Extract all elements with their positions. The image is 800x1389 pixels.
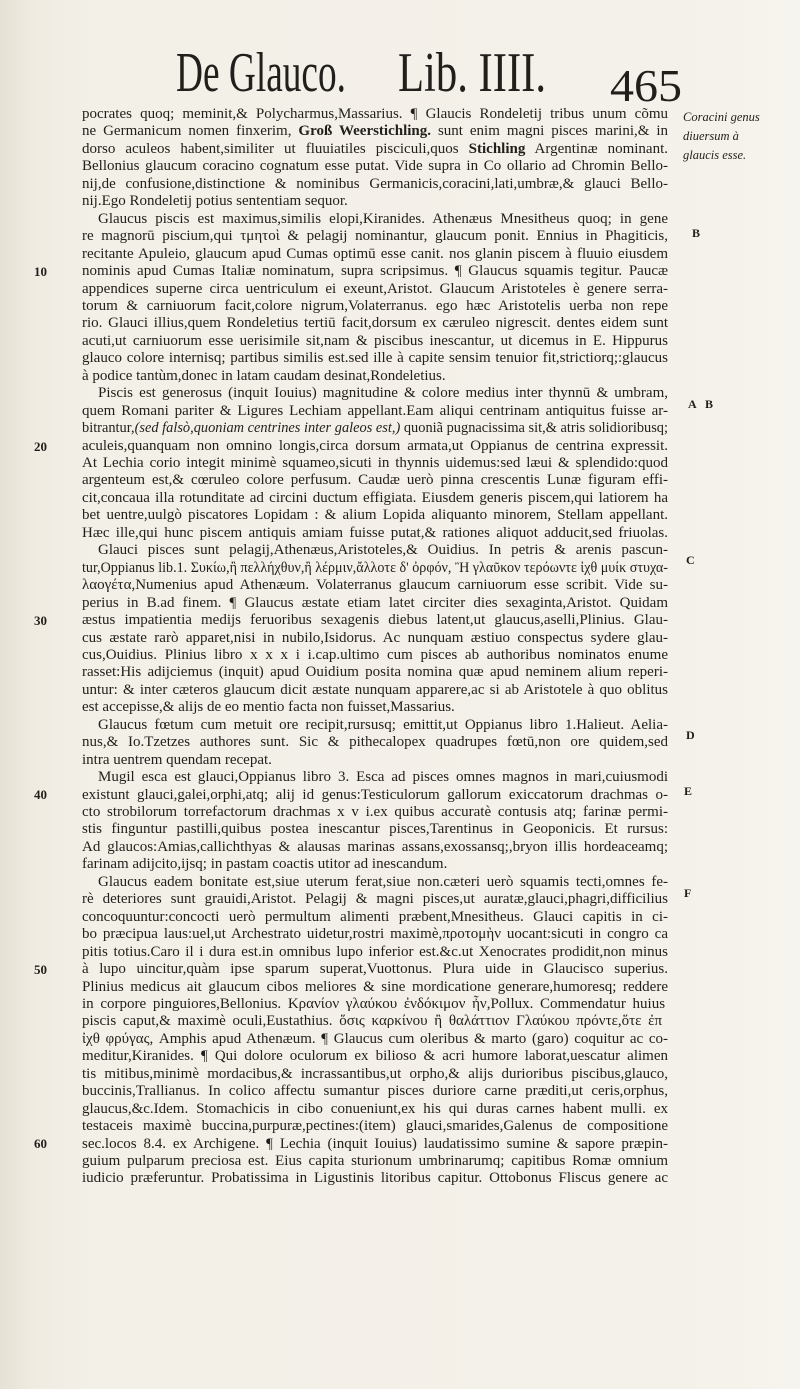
- text-segment: re magnorū piscium,qui τμητοὶ & pelagij nominantur, glaucum ponit. Ennius in Phagiticis,: [82, 228, 668, 245]
- text-line-content: [82, 944, 668, 961]
- text-segment: nominis apud Cumas Italiæ nominatum, supra scripsimus. ¶ Glaucus squamis tegitur. Paucæ: [82, 263, 668, 280]
- text-segment: Mugil esca est glauci,Oppianus libro 3. Esca ad pisces omnes magnos in mari,cuiusmodi: [98, 769, 668, 786]
- text-line-content: [98, 542, 668, 559]
- text-line: [98, 385, 668, 402]
- text-line-content: [82, 734, 668, 751]
- text-line-content: [82, 123, 668, 140]
- text-line: [82, 1013, 668, 1030]
- text-segment: sec.locos 8.4. ex Archigene. ¶ Lechia (inquit Iouius) laudatissimo sumine & sapore præpin-: [82, 1135, 668, 1152]
- text-line-content: [82, 560, 668, 577]
- text-line: [98, 717, 668, 734]
- text-line: [98, 542, 668, 559]
- text-line: [82, 560, 668, 577]
- text-line: [82, 1083, 668, 1100]
- text-line: [82, 821, 668, 838]
- text-line-content: [98, 211, 668, 228]
- text-segment: cit,concaua illa rotunditate ad circini ductum effigiata. Eiusdem generis piscem,qui latiorem ha: [82, 489, 668, 506]
- text-line: [82, 1048, 668, 1065]
- text-line: [82, 176, 668, 193]
- text-segment: tis mitibus,minimè mordacibus,& incrassantibus,ut orpho,& alijs durioribus piscibus,glauco,: [82, 1065, 668, 1082]
- text-segment: piscis caput,& maximè oculi,Eustathius. ὅσις καρκίνου ἢ θαλάττιον Γλαύκου πρόντε,ὅτε ἐπ: [82, 1013, 663, 1030]
- text-segment: appendices superne circa uentriculum ei exeunt,Aristot. Glaucum Aristoteles è genere serra-: [82, 280, 668, 297]
- text-line: [82, 1031, 668, 1048]
- text-line: [82, 298, 668, 315]
- margin-letter: B: [692, 226, 702, 240]
- text-line-content: [82, 1136, 668, 1153]
- text-segment: Groß Weerstichling.: [298, 123, 432, 140]
- text-line: [82, 158, 668, 175]
- text-segment: sunt enim magni pisces marini,& in: [431, 123, 668, 140]
- text-segment: buccinis,Trallianus. In colico affectu sumantur pisces duriore carne præditi,ut ceris,orphus,: [82, 1083, 668, 1100]
- text-segment: ἰχθ φρύγας, Amphis apud Athenæum. ¶ Glaucus cum oleribus & marto (garo) coquitur ac co-: [82, 1030, 668, 1047]
- text-segment: glaucus,&c.Idem. Stomachicis in cibo conueniunt,ex his qui duras carnes habent mulli. ex: [82, 1100, 668, 1117]
- text-line: [82, 647, 668, 664]
- text-segment: iudicio præferuntur. Probatissima in Ligustinis litoribus capitur. Ottobonus Fliscus genere ac: [82, 1170, 668, 1187]
- text-line: [98, 211, 668, 228]
- text-line-content: [98, 385, 668, 402]
- margin-letter: F: [684, 886, 693, 900]
- text-line-content: [82, 891, 668, 908]
- page-number: [610, 60, 682, 112]
- margin-note-text: Coracini genus: [683, 110, 760, 124]
- text-segment: acuti,ut carniuorum esse uerisimile sit,nam & piscibus inescantur, ut dicemus in E. Hippurus: [82, 332, 668, 349]
- text-segment: Argentinæ nominant.: [525, 140, 668, 157]
- text-line-content: [82, 1101, 668, 1118]
- text-segment: Plinius medicus ait glaucum cibos meliores & sine mordicatione generare,humoresq; reddere: [82, 978, 668, 995]
- text-line-content: [82, 664, 668, 681]
- text-segment: untur: & inter cæteros glaucum dicit æstate nunquam apparere,ac si ab Aristotele à quo oblitus: [82, 681, 668, 698]
- text-line: [82, 944, 668, 961]
- text-line-content: [82, 158, 668, 175]
- text-line-content: [82, 141, 668, 158]
- text-line-content: [82, 298, 668, 315]
- text-line: [98, 874, 668, 891]
- text-line-content: [82, 647, 668, 664]
- text-segment: λαογέτα,Numenius apud Athenæum. Volaterranus glaucum carniuorum esse scribit. Vide su-: [82, 577, 668, 594]
- line-number: 50: [34, 962, 47, 977]
- text-segment: est accepisse,& alijs de eo mentio facta non fuisset,Massarius.: [82, 699, 455, 716]
- text-segment: bitrantur,: [82, 420, 135, 437]
- text-segment: Stichling: [468, 140, 526, 157]
- text-line: [82, 664, 668, 681]
- text-line: [82, 333, 668, 350]
- text-line: [82, 350, 668, 367]
- text-line-content: [82, 438, 668, 455]
- text-line-content: [82, 752, 272, 769]
- text-line-content: [82, 281, 668, 298]
- text-segment: glauco colore internisq; partibus similis est.sed ille à capite sensim tenuior fit,strictiorq;:glaucus: [82, 350, 668, 367]
- text-line: [82, 612, 668, 629]
- text-line: [82, 281, 668, 298]
- text-line: [82, 106, 668, 123]
- line-number: 60: [34, 1136, 47, 1151]
- text-line: [82, 490, 668, 507]
- text-line: [82, 1136, 668, 1153]
- text-line: [82, 315, 668, 332]
- text-line-content: [82, 315, 668, 332]
- text-line: [82, 472, 668, 489]
- text-line: [82, 525, 668, 542]
- text-line: [82, 961, 668, 978]
- page-number-text: 465: [610, 60, 682, 111]
- margin-note-line: [683, 146, 775, 165]
- text-line: [82, 926, 668, 943]
- text-line-content: [82, 787, 668, 804]
- text-line: [82, 1118, 668, 1135]
- text-segment: nus,& Io.Tzetzes authores sunt. Sic & pithecalopex quadrupes fœtū,non ore quidem,sed: [82, 734, 668, 751]
- margin-note-line: [683, 108, 775, 127]
- text-line: [82, 1153, 668, 1170]
- text-segment: à lupo uincitur,quàm ipse sparum superat,Vuottonus. Plura uide in Glaucisco superius.: [82, 961, 668, 978]
- text-segment: meditur,Kiranides. ¶ Qui dolore oculorum ex bilioso & acri humore laborat,uescatur alimen: [82, 1048, 668, 1065]
- text-line: [82, 856, 668, 873]
- margin-note-text: diuersum à: [683, 129, 739, 143]
- running-head-book: [398, 40, 546, 106]
- text-line: [82, 368, 668, 385]
- text-line: [82, 699, 668, 716]
- text-segment: stis finguntur pastilli,quibus postea inescantur pisces,Tarentinus in Geoponicis. Et rursus:: [82, 821, 668, 838]
- margin-letter: A B: [688, 397, 715, 411]
- text-line: [98, 769, 668, 786]
- text-segment: in corpore pinguiores,Bellonius. Κρανίον γλαύκου ἐνδόκιμον ἦν,Pollux. Commendatur huius: [82, 995, 666, 1012]
- text-line-content: [82, 176, 668, 193]
- text-segment: perius in B.ad finem. ¶ Glaucus æstate etiam latet circiter dies sexaginta,Aristot. Quidam: [82, 594, 668, 611]
- text-line-content: [82, 1170, 668, 1187]
- text-segment: Glaucus piscis est maximus,similis elopi,Kiranides. Athenæus Mnesitheus quoq; in gene: [98, 210, 668, 227]
- text-segment: Glauci pisces sunt pelagij,Athenæus,Aristoteles,& Ouidius. In petris & arenis pascun-: [98, 542, 668, 559]
- text-line-content: [82, 368, 446, 385]
- text-line-content: [82, 403, 668, 420]
- text-segment: At Lechia corio integit minimè squameo,sicuti in thynnis uidemus:sed læui & splendido:quod: [82, 455, 668, 471]
- text-line-content: [82, 525, 668, 542]
- text-line: [82, 455, 668, 472]
- text-line-content: [82, 472, 668, 489]
- text-line: [82, 193, 668, 210]
- text-line-content: [82, 979, 668, 996]
- line-number: 30: [34, 613, 47, 628]
- text-segment: concoquuntur:concocti uerò permultum alimenti præbent,Mnesitheus. Glauci capitis in ci-: [82, 908, 668, 925]
- text-line-content: [82, 630, 668, 647]
- text-line: [82, 909, 668, 926]
- text-line-content: [82, 333, 668, 350]
- text-line: [82, 507, 668, 524]
- text-line-content: [82, 246, 668, 263]
- text-line-content: [82, 839, 668, 856]
- text-segment: testaceis maximè buccina,purpuræ,pectines:(item) glauci,smarides,Galenus de compositione: [82, 1118, 668, 1135]
- text-line-content: [98, 717, 668, 734]
- text-line-content: [98, 769, 668, 786]
- text-line-content: [82, 577, 668, 594]
- text-line: [82, 438, 668, 455]
- text-line: [82, 1066, 668, 1083]
- text-segment: guium pulparum preciosa est. Eius capita sturionum umbrinarumq; capitibus Romæ omnium: [82, 1153, 668, 1169]
- text-line-content: [82, 961, 668, 978]
- text-segment: Bellonius glaucum coracino cognatum esse putat. Vide supra in Co ollario ad Chromin Bello-: [82, 158, 668, 175]
- text-segment: cto strobilorum torrefactorum drachmas x v i.ex quibus accuratè contusis atq; farinæ permi-: [82, 804, 668, 820]
- text-line-content: [82, 821, 668, 838]
- text-line: [82, 123, 668, 140]
- text-segment: dorso aculeos habent,similiter ut fluuiatiles pisciculi,quos: [82, 140, 469, 157]
- running-head-book-text: Lib. IIII.: [398, 42, 546, 104]
- text-line: [82, 420, 668, 437]
- text-line-content: [82, 106, 668, 123]
- text-line: [82, 263, 668, 280]
- text-segment: pocrates quoq; meminit,& Polycharmus,Massarius. ¶ Glaucis Rondeletij tribus unum cõmu: [82, 106, 668, 122]
- text-line: [82, 595, 668, 612]
- text-line-content: [82, 228, 668, 245]
- text-segment: torum & carniuorum facit,colore nigrum,Volaterranus. ego hæc Aristotelis uerba non repe: [82, 297, 668, 314]
- margin-letter: E: [684, 784, 694, 798]
- text-line-content: [82, 507, 668, 524]
- margin-note-line: [683, 127, 775, 146]
- text-line-content: [82, 193, 348, 210]
- running-head-title-text: De Glauco.: [176, 42, 346, 104]
- text-segment: tur,Oppianus lib.1. Συκίω,ἢ πελλήχθυν,ἢ λέρμιν,ἄλλοτε δ' ὀρφόν, Ἢ γλαῦκον τερόωντε ἰχθ μυίκ στυχα-: [82, 559, 668, 576]
- text-segment: rasset:His adijciemus (inquit) apud Ouidium posita nomina quæ apud neminem alium reperi-: [82, 664, 668, 681]
- text-line-content: [82, 804, 668, 821]
- text-line-content: [82, 1031, 668, 1048]
- text-segment: Glaucus fœtum cum metuit ore recipit,rursusq; emittit,ut Oppianus libro 1.Halieut. Aelia-: [98, 716, 668, 733]
- text-line: [82, 891, 668, 908]
- text-line-content: [98, 874, 668, 891]
- text-line-content: [82, 1118, 668, 1135]
- text-line-content: [82, 699, 455, 716]
- text-line: [82, 141, 668, 158]
- text-line: [82, 1170, 668, 1187]
- text-segment: aculeis,quanquam non omnino longis,circa dorsum armata,ut Oppianus de centrina expressit.: [82, 437, 668, 454]
- text-line: [82, 1101, 668, 1118]
- text-segment: intra uentrem quendam recepat.: [82, 751, 272, 768]
- text-line: [82, 804, 668, 821]
- text-segment: quoniã pugnacissima sit,& atris solidioribusq;: [400, 420, 668, 437]
- text-line-content: [82, 1048, 668, 1065]
- text-line-content: [82, 996, 665, 1013]
- text-segment: (sed falsò,quoniam centrines inter galeos est,): [134, 420, 401, 437]
- text-segment: argenteum est,& cœruleo colore perfusum. Caudæ uerò pinna crescentis Lunæ figuram effi-: [82, 472, 668, 489]
- text-line-content: [82, 682, 668, 699]
- text-line: [82, 752, 668, 769]
- text-segment: æstus impatientia medijs feruoribus sexagenis diebus latent,ut glaucus,aselli,Plinius. Glau-: [82, 612, 668, 629]
- margin-note-text: glaucis esse.: [683, 148, 747, 162]
- text-line: [82, 228, 668, 245]
- text-segment: bet uentre,uulgò piscatores Lopidam : & alium Lopida aliquanto minorem, Stellam appellant.: [82, 507, 668, 524]
- text-segment: nij.Ego Rondeletij potius sententiam sequor.: [82, 193, 348, 210]
- text-line: [82, 979, 668, 996]
- margin-letter: D: [686, 728, 696, 742]
- text-segment: existunt glauci,galei,orphi,atq; alij id genus:Testiculorum gallorum exiccatorum drachmas o-: [82, 786, 668, 803]
- text-segment: recitante Apuleio, glaucum apud Cumas optimū esse canit. nos glanin piscem à fluuio eiusdem: [82, 245, 668, 262]
- line-number: 10: [34, 264, 47, 279]
- text-line: [82, 839, 668, 856]
- text-segment: farinam adijcito,ijsq; in pastam coactis utitor ad inescandum.: [82, 856, 448, 873]
- text-line-content: [82, 909, 668, 926]
- text-line-content: [82, 455, 668, 472]
- text-line-content: [82, 856, 447, 873]
- text-segment: cus,Ouidius. Plinius libro x x x i i.cap.ultimo cum pisces ab authoribus nominatos enume: [82, 646, 668, 663]
- text-segment: rè deteriores sunt grauidi,Aristot. Pelagij & magni pisces,ut auratæ,glauci,phagri,difficilius: [82, 891, 668, 908]
- text-segment: Ad glaucos:Amias,callichthyas & alausas marinas assans,exossansq;,bryon illis hordeaceamq;: [82, 838, 668, 855]
- text-segment: bo præcipua laus:uel,ut Archestrato uidetur,rostri maximè,προτομὴν uocant:sicuti in congro ca: [82, 926, 668, 943]
- text-line-content: [82, 350, 668, 367]
- text-line-content: [82, 926, 668, 943]
- text-line-content: [82, 490, 668, 507]
- text-segment: Piscis est generosus (inquit Iouius) magnitudine & colore medius inter thynnū & umbram,: [98, 385, 668, 402]
- text-segment: à podice tantùm,donec in latam caudam desinat,Rondeletius.: [82, 367, 446, 384]
- text-segment: cus æstate rarò apparet,nisi in nubilo,Isidorus. Ac nunquam æstiuo conspectus sydere glau-: [82, 629, 668, 646]
- text-line-content: [82, 612, 668, 629]
- text-segment: Glaucus eadem bonitate est,siue uterum ferat,siue non.cæteri uerò squamis tecti,omnes fe-: [98, 873, 668, 890]
- text-line: [82, 246, 668, 263]
- text-segment: ne Germanicum nomen finxerim,: [82, 123, 299, 140]
- text-line: [82, 734, 668, 751]
- text-line: [82, 996, 668, 1013]
- text-segment: pitis totius.Caro il i dura est.in omnibus lupo inferior est.&c.ut Xenocrates prodidit,non minus: [82, 943, 668, 960]
- text-line: [82, 682, 668, 699]
- text-line-content: [82, 1013, 662, 1030]
- text-line: [82, 630, 668, 647]
- text-line-content: [82, 1083, 668, 1100]
- text-line-content: [82, 595, 668, 612]
- text-line: [82, 577, 668, 594]
- text-segment: quem Romani pariter & Ligures Lechiam appellant.Eam aliqui centrinam antiquitus fuisse ar-: [82, 402, 668, 419]
- text-line-content: [82, 1066, 668, 1083]
- text-segment: rio. Glauci illius,quem Rondeletius tertiū facit,dorsum ex cæruleo nigrescit. dentes eidem sunt: [82, 315, 668, 332]
- text-line-content: [82, 1153, 668, 1170]
- text-segment: Hæc ille,qui hunc piscem antiquis amiam fuisse putat,& rationes aliquot adducit,sed friuolas.: [82, 524, 668, 541]
- text-line: [82, 787, 668, 804]
- text-line-content: [82, 420, 668, 437]
- text-segment: nij,de confusione,distinctione & nominibus Germanicis,coracini,lati,umbræ,& glauci Bello-: [82, 175, 668, 192]
- text-line: [82, 403, 668, 420]
- line-number: 40: [34, 787, 47, 802]
- line-number: 20: [34, 439, 47, 454]
- running-head-title: [176, 40, 346, 106]
- text-line-content: [82, 263, 668, 280]
- margin-letter: C: [686, 553, 696, 567]
